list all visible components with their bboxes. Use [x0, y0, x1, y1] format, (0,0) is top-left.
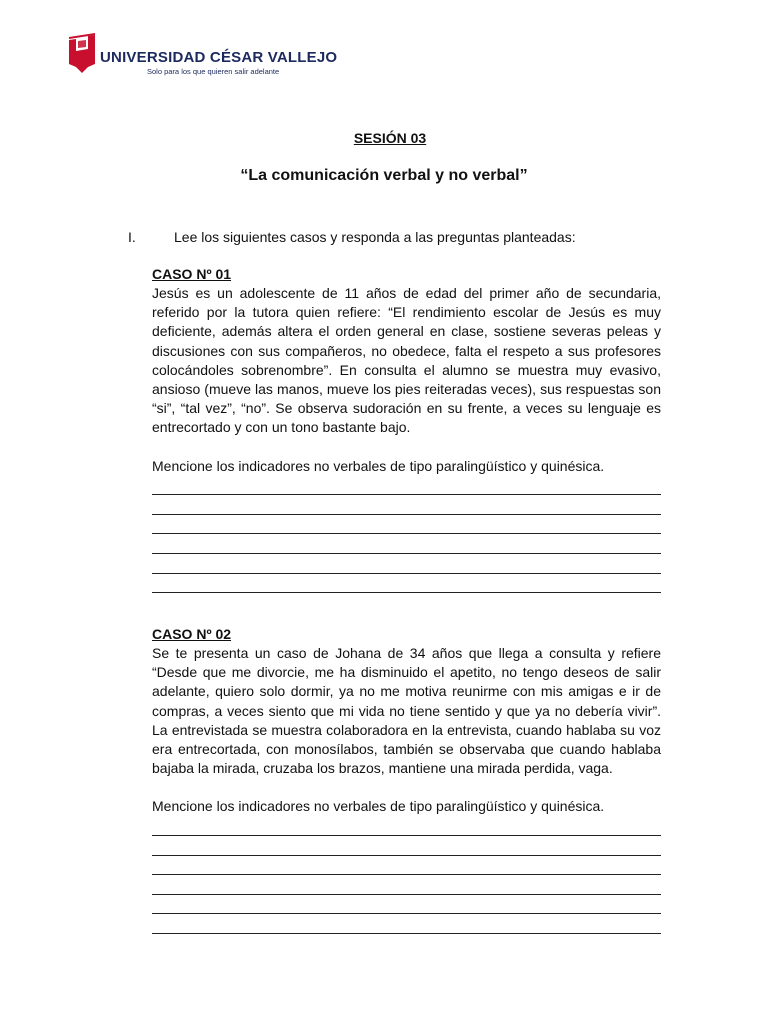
instruction-text: Lee los siguientes casos y responda a las preguntas planteadas: [174, 229, 576, 245]
answer-lines [152, 816, 661, 934]
logo-name: UNIVERSIDAD CÉSAR VALLEJO [100, 49, 338, 66]
instruction [128, 229, 576, 245]
answer-line[interactable] [152, 856, 661, 876]
university-logo [67, 33, 338, 79]
answer-line[interactable] [152, 476, 661, 496]
answer-line[interactable] [152, 495, 661, 515]
case-1 [152, 265, 661, 593]
case-question: Mencione los indicadores no verbales de tipo paralingüístico y quinésica. [152, 457, 605, 474]
answer-line[interactable] [152, 515, 661, 535]
instruction-number: I. [128, 229, 136, 245]
case-title: CASO Nº 01 [152, 266, 232, 282]
case-text: Se te presenta un caso de Johana de 34 años que llega a consulta y refiere “Desde que me divorcie, me ha disminuido el apetito, no tengo deseos de salir adelante, quiero solo dormir, ya no me motiva reunirme con mis amigas e ir de compras, a veces siento que mi vida no tiene sentido y que ya no debería vivir”. La entrevistada se muestra colaboradora en la entrevista, cuando hablaba su voz era entrecortada, con monosílabos, también se observaba que cuando hablaba bajaba la mirada, cruzaba los brazos, mantiene una mirada perdida, vaga. [152, 645, 661, 777]
session-label-text: SESIÓN 03 [353, 130, 427, 146]
answer-line[interactable] [152, 574, 661, 594]
case-text: Jesús es un adolescente de 11 años de edad del primer año de secundaria, referido por la tutora quien refiere: “El rendimiento escolar de Jesús es muy deficiente, además altera el orden general en clase, sostiene severas peleas y discusiones con sus compañeros, no obedece, falta el respeto a sus profesores colocándoles sobrenombre”. En consulta el alumno se muestra muy evasivo, ansioso (mueve las manos, mueve los pies reiteradas veces), sus respuestas son “si”, “tal vez”, “no”. Se observa sudoración en su frente, a veces su lenguaje es entrecortado y con un tono bastante bajo. [152, 285, 661, 436]
logo-slogan: Solo para los que quieren salir adelante [147, 67, 280, 76]
session-label [0, 130, 768, 146]
answer-line[interactable] [152, 875, 661, 895]
answer-line[interactable] [152, 914, 661, 934]
case-2 [152, 625, 661, 934]
shield-logo-icon [67, 33, 97, 75]
case-title: CASO Nº 02 [152, 626, 232, 642]
case-question: Mencione los indicadores no verbales de tipo paralingüístico y quinésica. [152, 798, 605, 815]
answer-line[interactable] [152, 534, 661, 554]
page-title: “La comunicación verbal y no verbal” [240, 167, 528, 184]
answer-lines [152, 476, 661, 594]
answer-line[interactable] [152, 895, 661, 915]
answer-line[interactable] [152, 836, 661, 856]
answer-line[interactable] [152, 554, 661, 574]
answer-line[interactable] [152, 816, 661, 836]
